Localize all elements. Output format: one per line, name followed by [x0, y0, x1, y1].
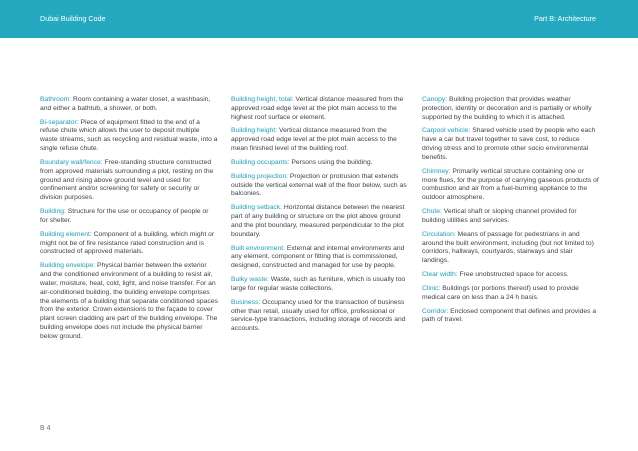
definition-entry [422, 308, 600, 326]
definition-entry [231, 245, 411, 271]
definition-entry [422, 127, 600, 162]
definition-term: Bathroom: [40, 96, 72, 103]
definition-entry [231, 173, 411, 199]
definition-term: Building: [40, 208, 66, 216]
definition-term: Clinic: [422, 284, 441, 292]
definition-entry [40, 262, 218, 341]
definition-text: Vertical distance measured from the approved road edge level at the plot main access to the highest roof surface or element. [231, 96, 404, 121]
definition-entry [422, 285, 600, 303]
definitions-column-3 [422, 96, 600, 330]
definition-term: Circulation: [422, 230, 456, 238]
definition-text: Projection or protrusion that extends outside the vertical external wall of the floor below, such as balconies. [231, 172, 407, 198]
definition-text: Building projection that provides weather protection, identity or decoration and is partially or wholly supported by the building to which it is attached. [422, 96, 592, 121]
definition-term: Boundary wall/fence: [40, 158, 103, 166]
definition-term: Chute: [422, 208, 442, 216]
definition-term: Bi-separator: [40, 118, 79, 126]
definition-entry [40, 96, 218, 114]
header-bar [0, 0, 638, 38]
definition-text: Piece of equipment fitted to the end of a refuse chute which allows the user to deposit multiple waste streams, such as recycling and residual waste, into a single refuse chute. [40, 118, 218, 153]
definition-entry [422, 231, 600, 266]
definition-term: Business: [231, 298, 261, 306]
definition-entry [231, 159, 411, 168]
definition-entry [40, 159, 218, 203]
definition-term: Building occupants: [231, 158, 290, 166]
definition-text: Primarily vertical structure containing one or more flues, for the purpose of carrying gaseous products of combustion and air from a fuel-burning appliance to the outdoor atmosphere. [422, 167, 599, 202]
page-number: B 4 [40, 425, 51, 432]
definition-term: Bulky waste: [231, 276, 269, 284]
definition-text: Free-standing structure constructed from approved materials surrounding a plot, resting on the ground and rising above ground level and used for confinement and/or screening for safety or security or division purposes. [40, 158, 214, 202]
definition-term: Building projection: [231, 172, 289, 180]
definition-term: Carpool vehicle: [422, 127, 471, 135]
definition-text: Vertical shaft or sloping channel provided for building utilities and services. [422, 208, 577, 224]
definition-text: Physical barrier between the exterior and the conditioned environment of a building to resist air, water, moisture, heat, cold, light, and noise transfer. For an air-conditioned building, the building envelope comprises the elements of a building that separate conditioned spaces from the exterior. Crown extensions to the façade to cover plant screen cladding are part of the building envelope. The building envelope does not include the physical barrier below ground. [40, 262, 218, 340]
definition-entry [40, 208, 218, 226]
definition-entry [231, 299, 411, 334]
definition-text: External and internal environments and any element, component or fitting that is commissioned, designed, constructed and managed for use by people. [231, 244, 405, 270]
definition-text: Horizontal distance between the nearest part of any building or structure on the plot above ground and the plot boundary, measured perpendicular to the plot boundary. [231, 204, 405, 238]
definition-entry [40, 231, 218, 257]
definition-entry [231, 96, 411, 122]
definitions-column-2 [231, 96, 411, 339]
definition-text: Vertical distance measured from the approved road edge level at the plot main access to the mean finished level of the building roof. [231, 127, 397, 153]
definition-term: Corridor: [422, 307, 449, 315]
definition-term: Clear width: [422, 271, 458, 279]
definition-entry [231, 127, 411, 153]
definition-term: Canopy: [422, 96, 448, 103]
definition-text: Free unobstructed space for access. [457, 271, 569, 279]
definition-text: Waste, such as furniture, which is usually too large for regular waste collections. [231, 276, 406, 292]
definition-entry [422, 168, 600, 203]
definition-entry [231, 204, 411, 239]
definition-text: Means of passage for pedestrians in and around the built environment, including (but not limited to) corridors, hallways, courtyards, stairways and stair landings. [422, 230, 594, 265]
definition-term: Built environment: [231, 244, 286, 252]
definition-text: Buildings (or portions thereof) used to provide medical care on less than a 24 h basis. [422, 284, 579, 301]
definition-term: Building height: [231, 127, 278, 135]
definition-text: Persons using the building. [289, 158, 373, 166]
definition-entry [40, 119, 218, 154]
definition-entry [422, 96, 600, 122]
document-title: Dubai Building Code [40, 14, 106, 23]
definition-term: Building height, total: [231, 96, 294, 103]
definition-text: Shared vehicle used by people who each have a car but travel together to save cost, to reduce driving stress and to promote other socio environmental benefits. [422, 127, 596, 161]
section-title: Part B: Architecture [534, 14, 596, 23]
definition-text: Structure for the use or occupancy of people or for shelter. [40, 208, 209, 224]
definition-entry [422, 208, 600, 226]
definition-text: Enclosed component that defines and provides a path of travel. [422, 307, 597, 324]
definition-term: Chimney: [422, 167, 451, 175]
definition-entry [231, 276, 411, 294]
definition-text: Room containing a water closet, a washbasin, and either a bathtub, a shower, or both. [40, 96, 211, 112]
definition-entry [422, 271, 600, 280]
definitions-column-1 [40, 96, 218, 347]
definition-term: Building element: [40, 230, 92, 238]
definition-term: Building setback: [231, 204, 283, 212]
definition-text: Occupancy used for the transaction of business other than retail, usually used for office, professional or service-type transactions, including storage of records and accounts. [231, 298, 406, 333]
definition-term: Building envelope: [40, 262, 96, 270]
definition-text: Component of a building, which might or might not be of fire resistance rated construction and is constructed of approved materials. [40, 230, 215, 256]
